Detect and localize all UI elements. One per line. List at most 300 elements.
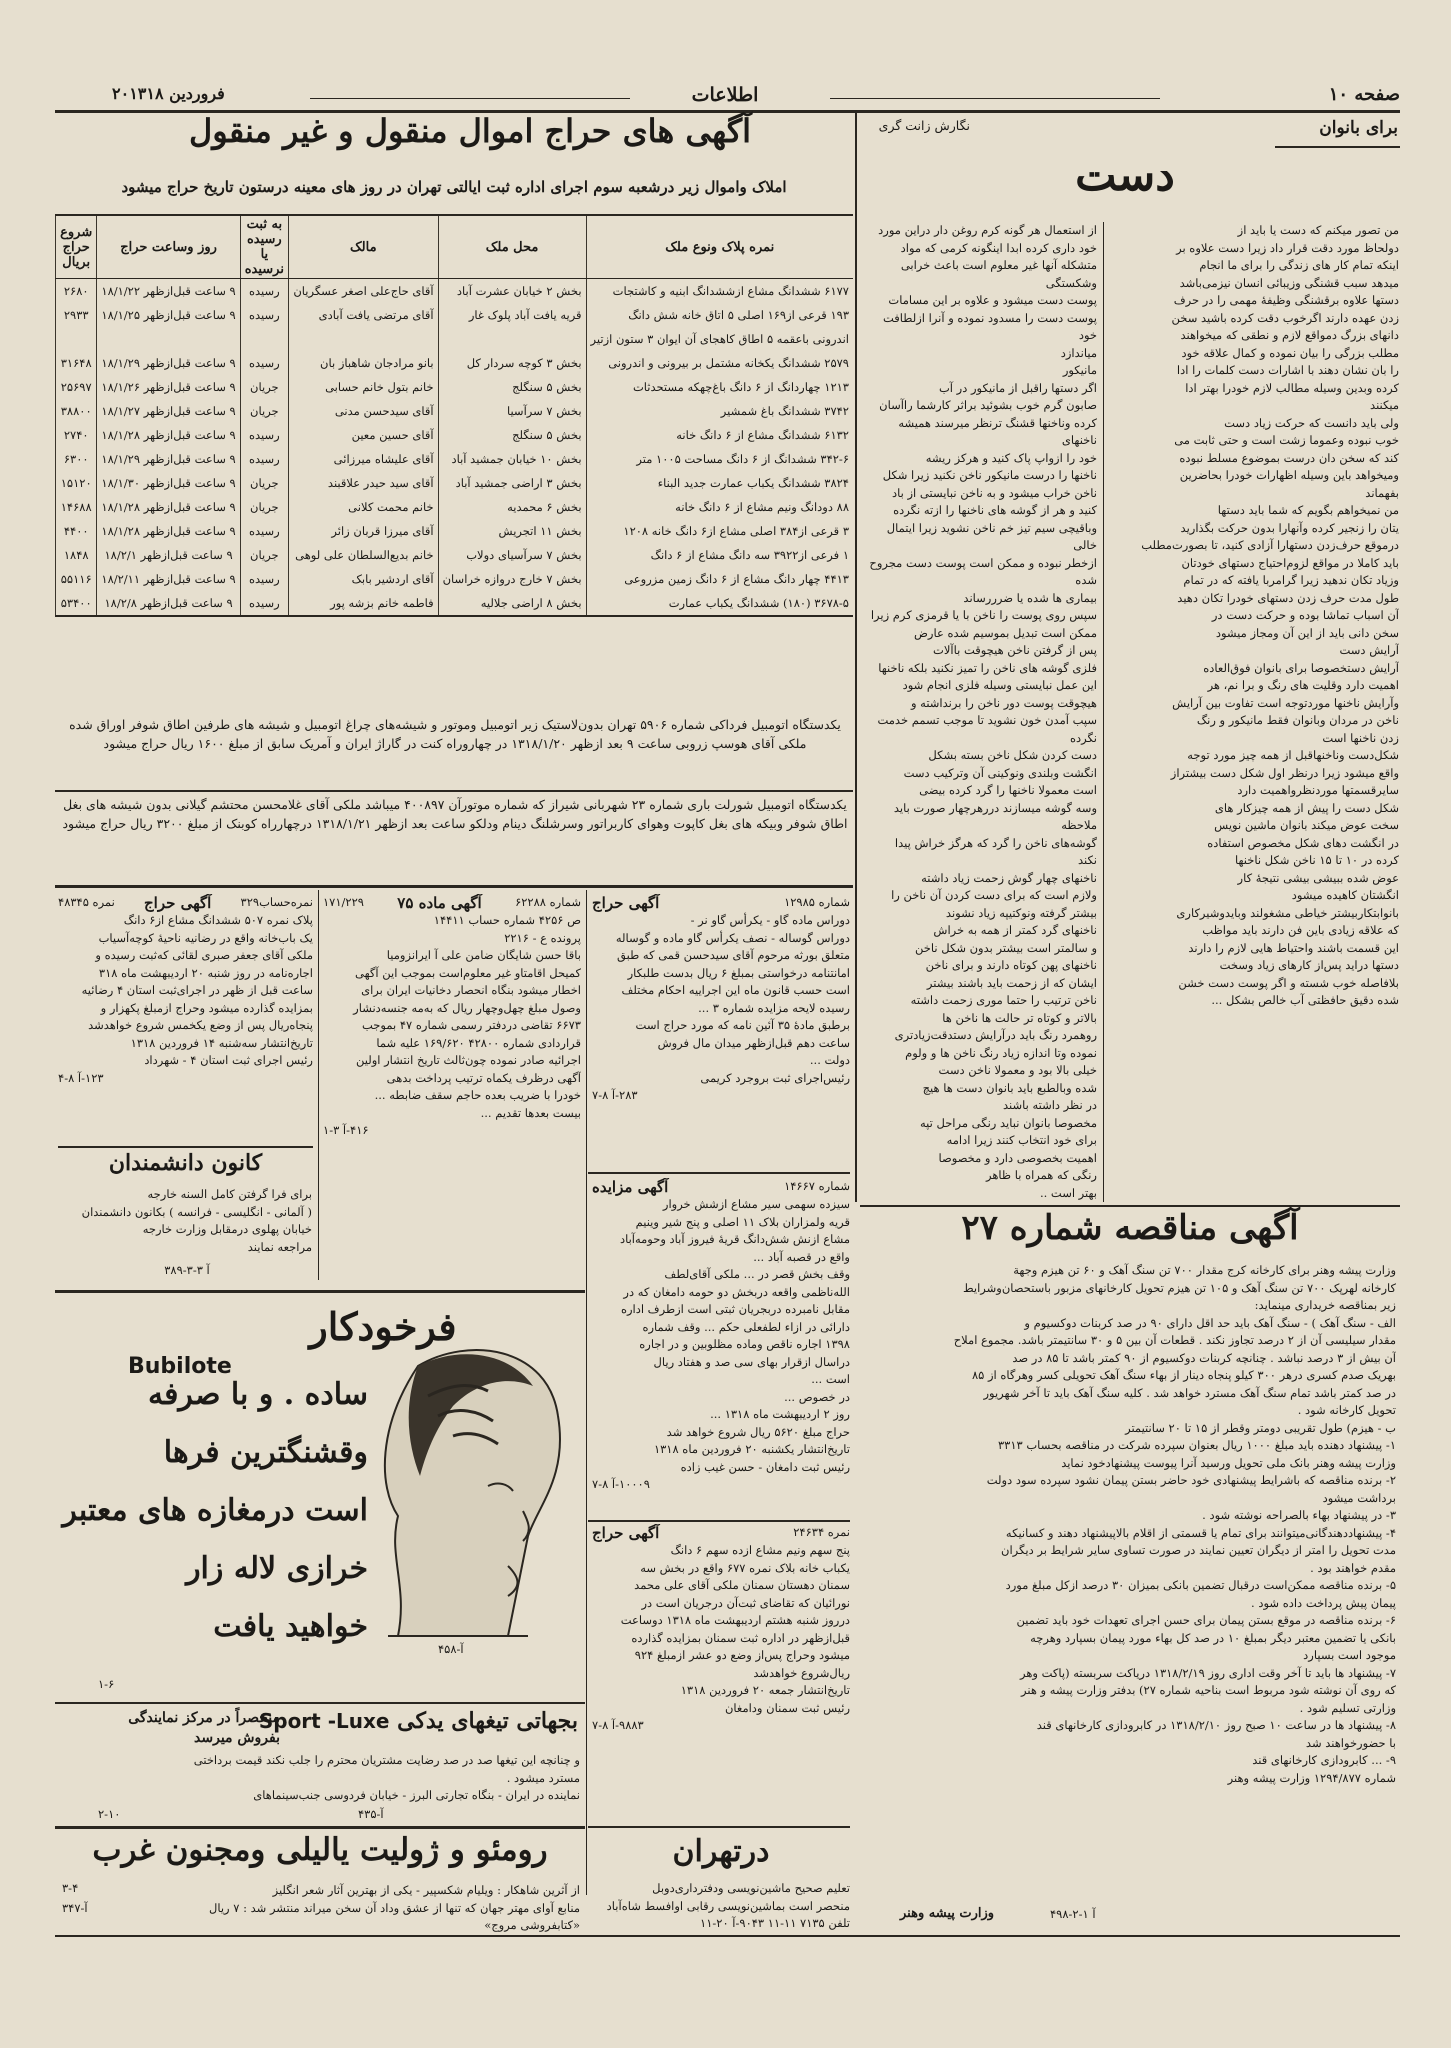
monagheseh-line: ۶- برنده مناقصه در موقع بستن پیمان برای حسن اجرای تعهدات خود باید تضمین	[1016, 1613, 1396, 1627]
table-cell: ۶۱۷۷ ششدانگ مشاع ازششدانگ ابنیه و کاشتجات	[586, 279, 853, 304]
table-cell: رسیده	[240, 423, 288, 447]
romeo-title: رومئو و ژولیت یالیلی ومجنون غرب	[92, 1832, 548, 1868]
article-line: در نظر داشته باشند	[1002, 1098, 1097, 1112]
article-line: کرده وبدین وسیله مطالب لازم خودرا بهتر ادا	[1185, 380, 1399, 395]
table-cell: جریان	[240, 543, 288, 567]
romeo-line: «کتابفروشی مروج»	[484, 1918, 580, 1932]
table-cell: رسیده	[240, 519, 288, 543]
article-line: پس از گرفتن ناخن هیچوقت باآلات	[933, 643, 1097, 657]
ad-header-row	[592, 1178, 850, 1196]
article-line: خود داری کرده ابدا اینگونه کرمی که مواد	[900, 240, 1097, 255]
ad-line: ص ۴۲۵۶ شماره حساب ۱۴۴۱۱	[433, 913, 581, 927]
table-cell: ۲۵۶۹۷	[56, 375, 97, 399]
ad-header-row	[592, 894, 850, 912]
article-line: اینکه تمام کار های زندگی را برای ما انجام	[1199, 258, 1399, 272]
article-line: ومیخواهد باین وسیله اظهارات خودرا بحاضرین	[1179, 468, 1399, 482]
table-cell: بخش ۳ کوچه سردار کل	[438, 351, 586, 375]
table-row	[56, 423, 854, 447]
romeo-ad	[58, 1832, 582, 1952]
ad-line: سمنان دهستان سمنان ملکی آقای علی محمد	[634, 1578, 850, 1592]
farkhodkar-brand: فرخودکار	[309, 1304, 457, 1349]
ad-footer: ۱۲۳-آ ۸-۴	[58, 1070, 104, 1085]
table-cell: ۹ ساعت قبل‌ازظهر ۱۸/۱/۲۸	[97, 519, 240, 543]
table-cell: بخش ۶ محمدیه	[438, 495, 586, 519]
ad-ref: ۱۷۱/۲۲۹	[323, 895, 364, 909]
dar-tehran-text	[596, 1880, 850, 1933]
article-line: وزیاد تکان ندهید زیرا گرامربا یافته که در تمام	[1183, 573, 1399, 587]
article-line: بیماری ها شده یا ضرر‌رساند	[963, 590, 1097, 605]
article-line: من تصور میکنم که دست یا باید از	[1237, 223, 1399, 237]
monagheseh-line: وزارت پیشه وهنر برای کارخانه کرج مقدار ۷۰۰ تن سنگ آهک و ۶۰ تن هیزم وجهة	[1013, 1263, 1396, 1277]
table-row	[56, 351, 854, 375]
ad-header-row	[323, 894, 581, 912]
ad-body	[592, 1542, 850, 1717]
article-line: نگرده	[1069, 730, 1097, 745]
article-line: درموقع حرف‌زدن دستهارا آزادی کنید، تا بصورت‌مطلب	[1141, 538, 1399, 552]
ad-line: در خصوص ...	[784, 1389, 850, 1404]
table-cell: ۳ قرعی از۳۸۴ اصلی مشاع از۶ دانگ خانه ۱۲۰۸	[586, 519, 853, 543]
ad-line: دوراس گوساله - نصف یکرأس گاو ماده و گوساله	[615, 930, 850, 945]
ad-line: ۱۳۹۸ اجاره ناقص وماده مظلوبین و در اجاره	[639, 1337, 850, 1351]
article-line: میکنند	[1370, 398, 1399, 412]
article-line: آرایش دست	[1339, 643, 1399, 657]
table-row	[56, 279, 854, 304]
table-row	[56, 471, 854, 495]
masthead-rule-left	[310, 98, 630, 99]
sport-luxe-brand: Sport -Luxe	[258, 1709, 390, 1733]
article-line: کرده وناخنها قشنگ ترنظر میرسند همیشه ناخنهای	[898, 415, 1097, 447]
article-line: صابون گرم خوب بشوئید براثر کارشما راآسان	[879, 398, 1097, 412]
ad-line: یکباب خانه بلاک نمره ۶۷۷ واقع در بخش سه	[640, 1560, 850, 1575]
sport-luxe-code-left: ۲-۱۰	[98, 1807, 121, 1821]
table-row	[56, 519, 854, 543]
ad-line: است ...	[811, 1372, 850, 1386]
table-row	[56, 303, 854, 327]
article-line: و سالمتر است بیشتر بدون شکل ناخن	[915, 940, 1097, 955]
monagheseh-line: الف - سنگ آهک ) - سنگ آهک باید حد اقل دارای ۹۰ در صد کربنات دوکسیوم و	[1024, 1315, 1396, 1330]
farkhodkar-line: وقشنگترین فرها	[163, 1435, 368, 1470]
monagheseh-top-rule	[860, 1205, 1400, 1207]
auction-bottom-rule	[55, 885, 853, 888]
article-line: یتان را زنجیر کرده وآنهارا بدون حرکت بگذارید	[1180, 520, 1399, 535]
article-line: ناخنهای پهن کوتاه دارند و برای ناخن	[925, 958, 1097, 972]
ad-title: آگهی حراج	[592, 894, 660, 912]
ad-line: یک باب‌خانه واقع در رضانیه ناحیهٔ کوچه‌آسیاب	[98, 930, 313, 945]
ad-mozayede	[592, 1178, 850, 1518]
article-line: انگشتان کاهیده میشود	[1291, 888, 1399, 902]
monagheseh-line: بهریک صدم کسری درهر ۳۰۰ کیلو پنجاه دینار از بهاء سنگ آهک تحویلی کسر وهرگاه از ۸۵	[971, 1368, 1396, 1382]
table-row	[56, 447, 854, 471]
article-line: ایشان که از زحمت باید باشند بیشتر	[926, 975, 1097, 990]
article-line: دستها علاوه برقشنگی وظیفهٔ مهمی را در حرف	[1173, 293, 1399, 307]
article-line: گوشه‌های ناخن را گرد که هرگز خراش پیدا	[894, 835, 1097, 850]
article-line: اهمیت بخصوصی دارد و مخصوصا	[938, 1150, 1097, 1165]
table-cell: ۳۶۷۸-۵ (۱۸۰) ششدانگ یکباب عمارت	[586, 591, 853, 615]
dar-tehran-line: منحصر است بماشین‌نویسی رقابی اوافسط شاه‌آباد	[606, 1898, 850, 1913]
article-line: خوب نبوده وعموما زشت است و حتی ثابت می	[1174, 433, 1399, 447]
ad-haraj-24634	[592, 1524, 850, 1824]
table-header: محل ملک	[438, 216, 586, 279]
article-line: ناخن ترتیب را حتما موری زحمت داشته	[910, 993, 1097, 1007]
table-cell: آقای میرزا قربان زائر	[288, 519, 438, 543]
ad-body	[58, 912, 313, 1070]
table-cell: رسیده	[240, 351, 288, 375]
ad-header-row	[58, 894, 313, 912]
section-label: برای بانوان	[1319, 118, 1398, 138]
ad-line: آگهی درظرف یکماه ترتیب پرداخت بدهی	[386, 1070, 581, 1085]
ad-line: پنج سهم ونیم مشاع ازده سهم ۶ دانگ	[670, 1543, 850, 1557]
article-line: میدهد سبب قشنگی وزیبائی انسان نیزمی‌باشد	[1179, 275, 1399, 290]
article-line: باید کاملا در مواقع لزوم‌احتیاج دستهای خودتان	[1181, 555, 1399, 570]
table-header: روز وساعت حراج	[97, 216, 240, 279]
article-line: در انگشت دهای شکل مخصوص استفاده	[1207, 835, 1399, 850]
table-cell: بانو مرادجان شاهباز بان	[288, 351, 438, 375]
ad-footer: ۲۸۳-آ ۸-۷	[592, 1088, 638, 1102]
article-line: زدن عهده دارند اگرخوب دقت کرده باشید سخن	[1171, 310, 1399, 325]
table-row	[56, 495, 854, 519]
ad-line: دولت ...	[809, 1053, 850, 1067]
table-cell: آقای سیدحسن مدنی	[288, 399, 438, 423]
ad-line: پلاک نمره ۵۰۷ ششدانگ مشاع از۶ دانگ	[123, 913, 313, 927]
farkhodkar-top-rule	[55, 1290, 585, 1293]
article-line: کند که سخن دان درست بموضوع مسلط نبوده	[1179, 450, 1399, 465]
article-line: انگشت وبلندی ونوکینی آن وترکیب دست	[903, 765, 1097, 780]
table-cell: ۲۶۸۰	[56, 279, 97, 304]
table-cell: قریه یافت آباد پلوک غار	[438, 303, 586, 327]
ad-line: دوراس ماده گاو - یکرأس گاو نر -	[690, 913, 850, 927]
article-line: واقع میشود زیرا درنظر اول شکل دست بیشتراز	[1170, 765, 1399, 780]
dar-tehran-line: تعلیم صحیح ماشین‌نویسی ودفترداری‌دوبل	[652, 1881, 850, 1895]
page-number: صفحه ۱۰	[1328, 84, 1400, 105]
ad-ref: نمره ۴۸۳۴۵	[58, 895, 115, 909]
article-line: من نمیخواهم بگویم که شما باید دستها	[1217, 503, 1399, 517]
small-ads-rule-1	[318, 890, 319, 1280]
table-cell: ۹ ساعت قبل‌ازظهر ۱۸/۱/۲۲	[97, 279, 240, 304]
article-line: ازخطر نبوده و ممکن است پوست دست مجروح شده	[869, 555, 1097, 587]
article-line: بانوابتکاربیشتر خیاطی مشغولند وبایدوشیرکاری	[1176, 905, 1399, 920]
table-cell: ۹ ساعت قبل‌ازظهر ۱۸/۱/۲۵	[97, 303, 240, 327]
table-cell	[240, 327, 288, 351]
table-cell: ۹ ساعت قبل‌ازظهر ۱۸/۲/۸	[97, 591, 240, 615]
article-line: سایرقسمتها موردنظرواهمیت دارد	[1237, 783, 1399, 797]
ad-line: قبل‌ازظهر در اداره ثبت سمنان بمزایده گذارده	[631, 1630, 850, 1645]
article-line: مانیکور	[1062, 363, 1097, 377]
table-cell: رسیده	[240, 279, 288, 304]
ad-line: رسیده لایحه مزایده شماره ۳ ...	[698, 1000, 850, 1015]
article-line: که علاقه زیادی باین فن دارند باید مواظب	[1202, 923, 1399, 937]
monagheseh-line: که روی آن نوشته شود مربوط است بناحیه شماره ۲۷) بدفتر وزارت پیشه و هنر	[1021, 1683, 1396, 1697]
article-line: پوست دست را مسدود نموده و آنرا ازلطافت خود	[883, 310, 1097, 342]
article-line: است معمولا ناخنها را گرد کرده بیضی	[919, 783, 1097, 797]
monagheseh-line: موجود است بسپارد	[1303, 1648, 1396, 1662]
ad-title: آگهی مزایده	[592, 1178, 669, 1196]
table-cell: آقای حاج‌علی اصغر عسگریان	[288, 279, 438, 304]
article-line: کنید و هر از گوشه های ناخنها را ازته نگرده	[893, 503, 1097, 517]
section-label-underline	[1275, 146, 1400, 148]
sport-luxe-title-fa: بجهاتی تیغهای یدکی	[397, 1708, 578, 1734]
monagheseh-line: ب - هیزم) طول تقریبی دومتر وقطر از ۱۵ تا ۲۰ سانتیمتر	[1125, 1420, 1396, 1435]
ad-line: رئیس ثبت سمنان ودامغان	[724, 1700, 850, 1715]
table-cell	[56, 327, 97, 351]
sport-luxe-line: نماینده در ایران - بنگاه تجارتی البرز - خیابان فردوسی جنب‌سینماهای	[253, 1788, 580, 1802]
ad-number: نمره‌حساب‌۳۲۹	[240, 895, 313, 909]
ad-line: اجاره‌نامه در روز شنبه ۲۰ اردیبهشت ماه ۳۱۸	[98, 965, 313, 980]
table-row	[56, 375, 854, 399]
ad-line: قراردادی شماره ۴۲۸۰۰ ۱۶۹/۶۲۰ علیه شما	[376, 1035, 581, 1050]
article-line: نکند	[1077, 853, 1097, 867]
ad-line: تاریخ‌انتشار سه‌شنبه ۱۴ فروردین ۱۳۱۸	[130, 1035, 313, 1050]
article-column-right	[1112, 222, 1399, 1222]
kanoon-line: برای فرا گرفتن کامل السنه خارجه	[147, 1187, 312, 1201]
table-cell: ۱۸۴۸	[56, 543, 97, 567]
ad-line: برطبق مادهٔ ۳۵ آئین نامه که مورد حراج است	[635, 1018, 850, 1032]
table-cell: ۴۴۰۰	[56, 519, 97, 543]
table-cell: ۳۸۸۰۰	[56, 399, 97, 423]
table-cell: بخش ۷ سرآسیای دولاب	[438, 543, 586, 567]
article-line: اگر دستها راقبل از مانیکور در آب	[938, 380, 1097, 395]
monagheseh-line: زیر بمناقصه خریداری مینماید:	[1254, 1298, 1396, 1312]
article-column-rule	[1103, 222, 1104, 1202]
table-cell: ۹ ساعت قبل‌ازظهر ۱۸/۱/۲۶	[97, 375, 240, 399]
sport-luxe-ad	[58, 1706, 582, 1826]
monagheseh-line: با حضورخواهند شد	[1305, 1735, 1396, 1750]
masthead-rule-right	[830, 98, 1160, 99]
ad-footer: ۹۸۸۳-آ ۸-۷	[592, 1718, 644, 1732]
sport-luxe-center: منحصراً در مرکز نمایندگی	[128, 1710, 280, 1726]
article-line: ناخن خراب میشود و به ناخن نبایستی از باد	[892, 485, 1097, 500]
ad-haraj-12985	[592, 894, 850, 1204]
article-line: طول مدت حرف زدن دستهای خودرا تکان دهید	[1177, 590, 1399, 605]
table-cell: ۵۳۴۰۰	[56, 591, 97, 615]
monagheseh-line: مقدار سیلیسی آن از ۲ درصد تجاوز نکند . قطعات آن بین ۵ و ۳۰ سانتیمتر باشد. مجموع املاح	[953, 1333, 1396, 1347]
article-line: شده دقیق حافظتی آب خالص بشکل ...	[1211, 993, 1399, 1007]
auction-extra-rule	[55, 790, 853, 792]
sport-luxe-title	[258, 1708, 578, 1734]
auction-extra-car-2: یکدستگاه اتومبیل شورلت باری شماره ۲۳ شهربانی شیراز که شماره موتورآن ۴۰۰۸۹۷ میباشد ملکی آقای غلامحسن محتشم گیلانی بدون شیشه های بغل اطاق شوفر وبیکه های بغل کاپوت وهوای کاربراتور وسرشلنگ دینام ودلکو ساعت بعد ازظهر ۱۳۱۸/۱/۲۱ درچهارراه کوبنک از مبلغ ۳۲۰۰ ریال حراج میشود	[62, 797, 848, 831]
farkhodkar-code-right: ۴۵۸-آ	[438, 1642, 464, 1656]
ad-line: بمزایده گذارده میشود وحراج ازمبلغ پکهزار و	[100, 1000, 313, 1015]
article-title: دست	[1075, 150, 1175, 201]
ad-number: شماره ۶۲۲۸۸	[515, 895, 581, 909]
ad-line: اجرائیه صادر نموده چون‌ثالث تاریخ انتشار اولین	[355, 1053, 581, 1067]
monagheseh-line: وزارتی تسلیم شود .	[1299, 1700, 1396, 1715]
ad-line: ۶۶۷۳ تقاضی دردفتر رسمی شماره ۴۷ بموجب	[362, 1018, 581, 1032]
article-line: ناخنهای گرد کمتر از همه به خراش	[933, 923, 1097, 937]
ad-number: شماره ۱۴۶۶۷	[784, 1179, 850, 1193]
article-line: خیلی بالا بود و معمولا ناخن دست	[938, 1063, 1097, 1077]
table-cell: رسیده	[240, 447, 288, 471]
table-cell: ۹ ساعت قبل‌ازظهر ۱۸/۲/۱	[97, 543, 240, 567]
kanoon-line: مراجعه نمایند	[247, 1239, 312, 1254]
article-line: بهتر است ..	[1039, 1185, 1097, 1200]
ad-title: آگهی حراج	[592, 1524, 660, 1542]
monagheseh-line: ۴- پیشنهاددهندگانی‌میتوانند برای تمام یا قسمتی از اقلام بالاپیشنهاد دهند و کسانیکه	[1005, 1525, 1396, 1540]
ad-line: بیست بعدها تقدیم ...	[480, 1105, 581, 1120]
monagheseh-line: ۵- برنده مناقصه ممکن‌است درقبال تضمین بانکی بمیزان ۳۰ درصد ازکل مبلغ مورد	[1005, 1578, 1396, 1592]
table-header: به ثبت رسیده یا نرسیده	[240, 216, 288, 279]
table-cell: ۲۷۴۰	[56, 423, 97, 447]
article-line: ولازم است که برای دست کردن آن ناخن را	[891, 888, 1097, 902]
table-cell: ۹ ساعت قبل‌ازظهر ۱۸/۲/۱۱	[97, 567, 240, 591]
haraj24634-rule	[588, 1520, 850, 1522]
ad-header-row	[592, 1524, 850, 1542]
article-line: مخصوصا بانوان نباید رنگی مراحل تپه	[920, 1115, 1097, 1130]
farkhodkar-line: خواهید یافت	[213, 1609, 368, 1644]
article-line: شکل‌دست وناخنهاقبل از همه چیز مورد توجه	[1187, 748, 1399, 762]
byline: نگارش زانت گری	[878, 118, 970, 133]
table-cell: ۱۴۶۸۸	[56, 495, 97, 519]
article-line: وباقیچی سیم تیز خم ناخن نشوید زیرا ایتمال خالی	[886, 520, 1097, 552]
article-line: آن اسباب تماشا بوده و حرکت دست در	[1211, 608, 1399, 622]
table-cell	[97, 327, 240, 351]
ad-line: ساعت قبل از ظهر در اجرای‌ثبت استان ۴ رضائیه	[81, 983, 313, 997]
ad-line: کمیحل اقامتاو غیر معلوم‌است بموجب این آگهی	[355, 965, 581, 980]
auction-title: آگهی های حراج اموال منقول و غیر منقول	[189, 112, 751, 150]
kanoon-title: کانون دانشمندان	[108, 1150, 263, 1176]
table-cell: ۱۹۳ قرعی از۱۶۹ اصلی ۵ اتاق خانه شش دانگ	[586, 303, 853, 327]
article-line: نموده وتا اندازه زیاد رنگ ناخن ها و ولوم	[905, 1045, 1097, 1060]
article-line: شکل دست را پیش از همه چیزکار های	[1214, 800, 1399, 815]
article-column-left	[862, 222, 1097, 1202]
monagheseh-line: ۱- پیشنهاد دهنده باید مبلغ ۱۰۰۰ ریال بعنوان سپرده شرکت در مناقصه بحساب ۳۳۱۳	[997, 1438, 1396, 1452]
table-cell: بخش ۲ خیابان عشرت آباد	[438, 279, 586, 304]
monagheseh-line: برداشت میشود	[1322, 1490, 1396, 1505]
ad-line: ملکی آقای جعفر صبری لقائی که‌ثبت رسیده و	[95, 948, 313, 962]
romeo-line: منابع آوای مهتر جهان که تنها از عشق وداد آن سخن میراند منتشر شد : ۷ ریال	[208, 1900, 580, 1915]
monagheseh-line: وزارت پیشه وهنر بانک ملی تحویل ورسید آنرا پیوست پیشنهادخود نماید	[1061, 1455, 1396, 1470]
table-cell: رسیده	[240, 567, 288, 591]
column-separator	[855, 112, 857, 1202]
monagheseh-code: ۴۹۸-آ ۱-۲	[1050, 1907, 1096, 1921]
ad-line: امانتنامه درخواستی بمبلغ ۶ ریال بدست طلبکار	[627, 965, 850, 980]
ad-line: سیزده سهمی سیر مشاع ازشش خروار	[662, 1197, 850, 1211]
table-cell: بخش ۸ اراضی جلالیه	[438, 591, 586, 615]
monagheseh-line: شماره ۱۲۹۴/۸۷۷ وزارت پیشه وهنر	[1227, 1770, 1396, 1785]
article-line: بفهماند	[1365, 485, 1399, 500]
table-cell: ۳۸۲۴ ششدانگ یکباب عمارت جدید البناء	[586, 471, 853, 495]
monagheseh-line: ۷- پیشنهاد ها باید تا آخر وقت اداری روز ۱۳۱۸/۲/۱۹ دریاکت سربسته (پاکت وهر	[1019, 1665, 1396, 1680]
romeo-top-rule	[55, 1826, 585, 1829]
woman-portrait-illustration	[358, 1336, 578, 1646]
monagheseh-title: آگهی مناقصه شماره ۲۷	[961, 1208, 1299, 1248]
table-cell: ۲۵۷۹ ششدانگ یکخانه مشتمل بر بیرونی و اندرونی	[586, 351, 853, 375]
ad-line: درروز شنبه هشتم اردیبهشت ماه ۱۳۱۸ دوساعت	[620, 1613, 850, 1627]
romeo-text	[60, 1882, 580, 1935]
ad-line: واقع در قصبه آباد ...	[753, 1249, 850, 1264]
ad-line: است حسب قانون ماه این اجراییه احکام مختلف	[621, 983, 850, 997]
table-cell: فاطمه خانم بزشه پور	[288, 591, 438, 615]
ad-line: روز ۲ اردیبهشت ماه ۱۳۱۸ ...	[710, 1407, 850, 1421]
article-line: رنگی که همراه با ظاهر	[985, 1168, 1097, 1182]
table-cell: ۹ ساعت قبل‌ازظهر ۱۸/۱/۲۹	[97, 447, 240, 471]
article-line: سپس روی پوست را ناخن با یا قرمزی کرم زیرا	[870, 608, 1097, 622]
monagheseh-line: بانکی یا تضمین معتبر دیگر بمبلغ ۱۰ در صد کل بهاء مورد پیمان بسپارد وهرچه	[1030, 1630, 1396, 1645]
ad-madde-75	[323, 894, 581, 1284]
table-cell: ۴۴۱۳ چهار دانگ مشاع از ۶ دانگ زمین مزروعی	[586, 567, 853, 591]
table-cell: آقای حسین معین	[288, 423, 438, 447]
monagheseh-text	[866, 1262, 1396, 1902]
auction-extra-car-1: یکدستگاه اتومبیل فرداکی شماره ۵۹۰۶ تهران بدون‌لاستیک زیر اتومبیل وموتور و شیشه‌های چراغ اتومبیل و شیشه های طرفین اطاق شوفر اوراق شده ملکی آقای هوسپ زروبی ساعت ۹ بعد ازظهر ۱۳۱۸/۱/۲۰ در چهاروراه کنت در گاراژ ایران و آمریک سابق از مبلغ ۱۶۰۰ ریال حراج میشود	[69, 717, 841, 751]
article-line: میاندازد	[1060, 345, 1097, 360]
kanoon-text	[62, 1186, 312, 1256]
article-line: زدن ناخنها است	[1322, 730, 1399, 745]
article-line: ناخن در مردان وبانوان فقط مانیکور و رنگ	[1196, 713, 1399, 727]
page-bottom-rule	[55, 1935, 1400, 1937]
table-cell: اندرونی باعقمه ۵ اطاق کاهجای آن ایوان ۳ ستون ازتیر	[586, 327, 853, 351]
romeo-line: از آثرین شاهکار : ویلیام شکسپیر - یکی از بهترین آثار شعر انگلیز	[272, 1883, 580, 1897]
ad-line: نورائیان که تقاضای ثبت‌آن درجریان است در	[641, 1595, 850, 1610]
table-header: نمره پلاک ونوع ملک	[586, 216, 853, 279]
table-cell: ۳۱۶۴۸	[56, 351, 97, 375]
ad-line: وصول مبلغ چهل‌وچهار ریال که به‌مه جنسه‌دنشار	[353, 1000, 581, 1015]
table-cell	[438, 327, 586, 351]
ad-footer: ۴۱۶-آ ۳-۱	[323, 1123, 369, 1137]
ad-body	[592, 912, 850, 1087]
table-cell: خانم بتول خانم حسابی	[288, 375, 438, 399]
ad-line: باقا حسن شایگان ضامن علی آ ایرانزومیا	[386, 948, 581, 962]
article-line: ولی باید دانست که حرکت زیاد دست	[1224, 415, 1399, 430]
kanoon-footer: ۳۸۹-آ ۳-۳	[164, 1263, 210, 1277]
article-line: هیچوقت پوست دور ناخن را برنداشته و	[910, 695, 1097, 710]
auction-subtitle: املاک واموال زیر درشعبه سوم اجرای اداره ثبت ایالتی تهران در روز های معینه درستون تاریخ حراج میشود	[121, 178, 787, 196]
table-cell: ۶۳۰۰	[56, 447, 97, 471]
farkhodkar-text	[58, 1366, 368, 1656]
table-cell: ۲۹۳۳	[56, 303, 97, 327]
table-cell: خانم محمت کلانی	[288, 495, 438, 519]
table-cell: آقای اردشیر بابک	[288, 567, 438, 591]
article-line: متشکله آنها غیر معلوم است باعث خرابی وشکستگی	[900, 258, 1097, 290]
monagheseh-signature: وزارت پیشه وهنر	[900, 1906, 995, 1921]
table-cell: بخش ۵ سنگلج	[438, 423, 586, 447]
ad-line: وقف بخش قصر در ... ملکی آقای‌لطف	[664, 1267, 850, 1281]
article-line: سپب آمدن خون نشوید تا موجب تسمم خدمت	[877, 713, 1097, 727]
table-cell: بخش ۷ خارج دروازه خراسان	[438, 567, 586, 591]
ad-line: اخطار میشود بنگاه انحصار دخانیات ایران برای	[361, 983, 581, 997]
ad-line: حراج مبلغ ۵۶۲۰ ریال شروع خواهد شد	[666, 1424, 850, 1439]
table-cell: ۵۵۱۱۶	[56, 567, 97, 591]
article-line: خود را ازواپ پاک کنید و هرکز ریشه	[925, 450, 1097, 465]
article-line: این عمل نبایستی وسیله فلزی انجام شود	[902, 678, 1097, 692]
ad-line: رئیس اجرای ثبت استان ۴ - شهرداد	[144, 1053, 313, 1067]
issue-date: ۲۰فروردین ۱۳۱۸	[112, 84, 225, 103]
ad-line: تاریخ‌انتشار یکشنبه ۲۰ فروردین ماه ۱۳۱۸	[653, 1442, 850, 1456]
ad-line: تاریخ‌انتشار جمعه ۲۰ فروردین ۱۳۱۸	[680, 1683, 850, 1697]
table-cell: جریان	[240, 471, 288, 495]
table-cell: ۹ ساعت قبل‌ازظهر ۱۸/۱/۳۰	[97, 471, 240, 495]
table-cell: ۱۲۱۳ چهاردانگ از ۶ دانگ باغ‌چهکه مستحدثات	[586, 375, 853, 399]
table-row	[56, 327, 854, 351]
auction-table	[55, 214, 853, 617]
ad-title: آگهی ماده ۷۵	[397, 894, 482, 912]
ad-line: رئیس‌اجرای ثبت بروجرد کریمی	[700, 1070, 850, 1085]
ad-footer: ۱۰۰۰۹-آ ۸-۷	[592, 1477, 650, 1491]
sport-luxe-sub: بفروش میرسد	[194, 1730, 280, 1746]
article-line: پوست دست میشود و علاوه بر این مسامات	[888, 293, 1097, 307]
table-cell: ۹ ساعت قبل‌ازظهر ۱۸/۱/۲۸	[97, 495, 240, 519]
article-line: از استعمال هر گونه کرم روغن دار دراین مورد	[878, 223, 1097, 237]
kanoon-line: خیابان پهلوی درمقابل وزارت خارجه	[142, 1222, 312, 1236]
article-line: بالاتر و کوتاه تر حالت ها ناخن ها	[942, 1010, 1097, 1025]
table-cell: رسیده	[240, 591, 288, 615]
article-line: کرده در ۱۰ تا ۱۵ ناخن شکل ناخنها	[1234, 853, 1399, 867]
ad-line: دراسال ازقرار بهای سی صد و هفتاد ریال	[653, 1354, 850, 1369]
table-cell: آقای علیشاه میرزائی	[288, 447, 438, 471]
article-line: برای خود انتخاب کنند زیرا ادامه	[946, 1133, 1097, 1147]
article-line: را بان نشان دهند با اشارات دست کلمات را ادا	[1176, 363, 1399, 377]
ad-line: مشاع ازنش شش‌دانگ قریهٔ فیروز آباد وحومه‌آباد	[619, 1232, 850, 1246]
ad-line: پرونده ع - ۲۲۱۶	[504, 930, 581, 945]
article-line: روهمرد رنگ باید درآرایش دستدقت‌زیادتری	[894, 1028, 1097, 1042]
